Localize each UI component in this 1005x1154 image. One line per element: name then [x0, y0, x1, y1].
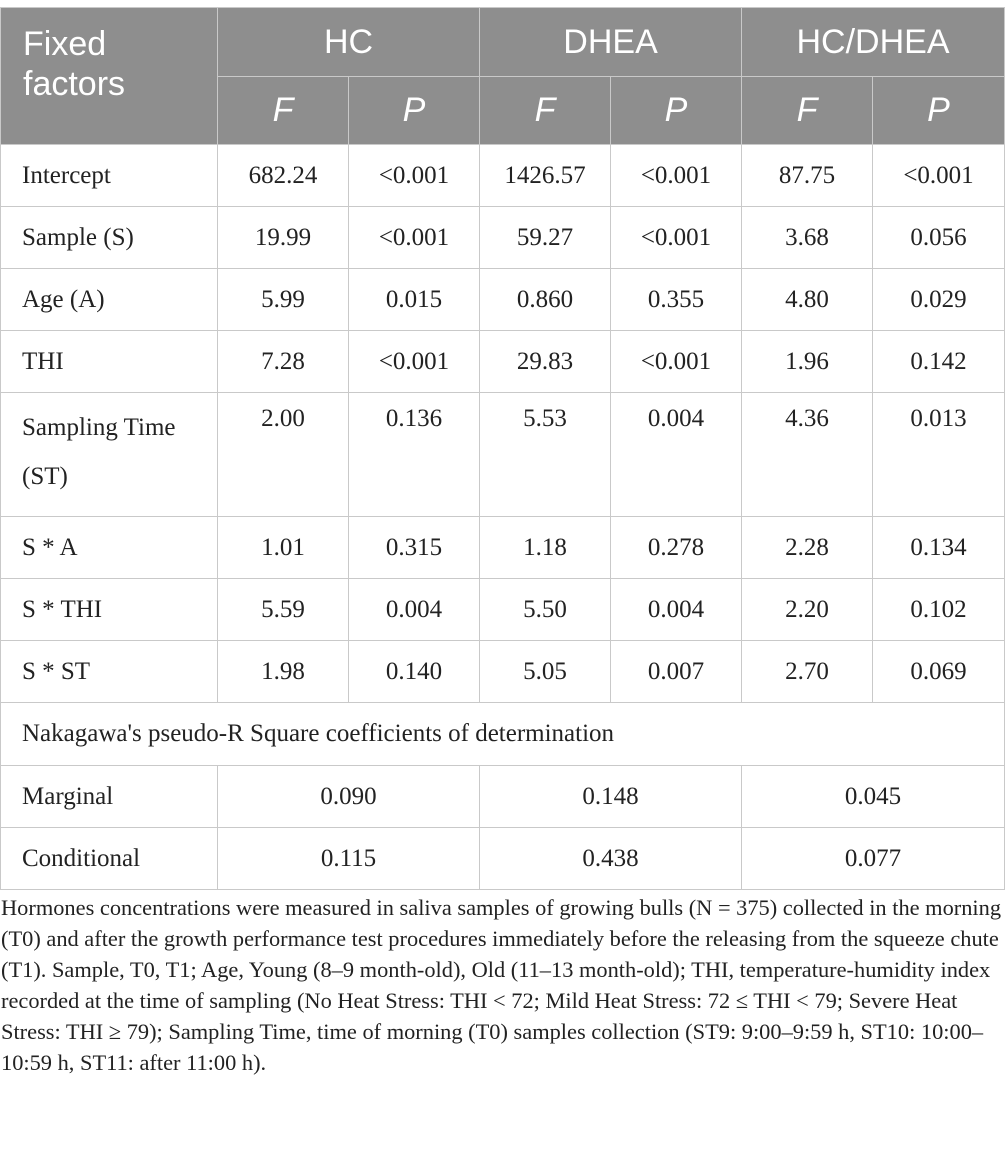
row-label: Intercept [1, 145, 218, 207]
row-label: Sampling Time (ST) [1, 393, 218, 517]
table-cell: 0.077 [742, 828, 1005, 890]
table-cell: 2.28 [742, 517, 873, 579]
table-row [1, 766, 1005, 828]
section-row [1, 703, 1005, 766]
table-cell: 1.98 [218, 641, 349, 703]
table-cell: 0.056 [873, 207, 1005, 269]
table-cell: 5.50 [480, 579, 611, 641]
table-cell: <0.001 [873, 145, 1005, 207]
table-cell: 0.140 [349, 641, 480, 703]
table-cell: 0.134 [873, 517, 1005, 579]
table-cell: 87.75 [742, 145, 873, 207]
table-cell: 0.438 [480, 828, 742, 890]
table-cell: 5.59 [218, 579, 349, 641]
table-cell: 0.860 [480, 269, 611, 331]
table-row [1, 207, 1005, 269]
table-cell: 0.045 [742, 766, 1005, 828]
table-cell: 0.142 [873, 331, 1005, 393]
table-cell: 2.20 [742, 579, 873, 641]
f-header: F [742, 77, 873, 145]
table-cell: 0.015 [349, 269, 480, 331]
table-cell: 0.004 [349, 579, 480, 641]
table-cell: 29.83 [480, 331, 611, 393]
table-cell: 2.00 [218, 393, 349, 517]
p-header: P [611, 77, 742, 145]
section-title: Nakagawa's pseudo-R Square coefficients of determination [1, 703, 1005, 766]
table-cell: 19.99 [218, 207, 349, 269]
table-cell: 0.069 [873, 641, 1005, 703]
row-label: Marginal [1, 766, 218, 828]
table-cell: 0.013 [873, 393, 1005, 517]
table-cell: 0.136 [349, 393, 480, 517]
f-header: F [218, 77, 349, 145]
table-cell: 0.090 [218, 766, 480, 828]
table-cell: 4.36 [742, 393, 873, 517]
row-label: S * THI [1, 579, 218, 641]
table-body [1, 145, 1005, 890]
table-cell: 2.70 [742, 641, 873, 703]
table-row [1, 517, 1005, 579]
table-cell: 59.27 [480, 207, 611, 269]
table-row [1, 828, 1005, 890]
table-header [1, 8, 1005, 145]
row-label: THI [1, 331, 218, 393]
table-row [1, 579, 1005, 641]
table-row [1, 393, 1005, 517]
table-cell: 0.004 [611, 393, 742, 517]
table-cell: 1.18 [480, 517, 611, 579]
table-cell: <0.001 [349, 331, 480, 393]
table-cell: 0.148 [480, 766, 742, 828]
table-footnote: Hormones concentrations were measured in saliva samples of growing bulls (N = 375) collected in the morning (T0) and after the growth performance test procedures immediately before the releasing from the squeeze chute (T1). Sample, T0, T1; Age, Young (8–9 month-old), Old (11–13 month-old); THI, temperature-humidity index recorded at the time of sampling (No Heat Stress: THI < 72; Mild Heat Stress: 72 ≤ THI < 79; Severe Heat Stress: THI ≥ 79); Sampling Time, time of morning (T0) samples collection (ST9: 9:00–9:59 h, ST10: 10:00–10:59 h, ST11: after 11:00 h). [1, 895, 1002, 1075]
f-header: F [480, 77, 611, 145]
group-header-hc: HC [218, 8, 480, 77]
p-header: P [349, 77, 480, 145]
table-cell: 0.355 [611, 269, 742, 331]
table-cell: 0.029 [873, 269, 1005, 331]
row-label: Conditional [1, 828, 218, 890]
table-cell: 5.05 [480, 641, 611, 703]
table-cell: 0.004 [611, 579, 742, 641]
table-cell: <0.001 [611, 207, 742, 269]
group-header-dhea: DHEA [480, 8, 742, 77]
table-cell: 0.007 [611, 641, 742, 703]
table-cell: 1426.57 [480, 145, 611, 207]
table-row [1, 331, 1005, 393]
table-cell: 0.115 [218, 828, 480, 890]
table-cell: 4.80 [742, 269, 873, 331]
table-cell: 5.99 [218, 269, 349, 331]
table-cell: 0.278 [611, 517, 742, 579]
group-header-hc-dhea: HC/DHEA [742, 8, 1005, 77]
table-cell: <0.001 [349, 207, 480, 269]
table-cell: 0.102 [873, 579, 1005, 641]
table-cell: <0.001 [611, 331, 742, 393]
p-header: P [873, 77, 1005, 145]
table-cell: 7.28 [218, 331, 349, 393]
table-cell: 1.96 [742, 331, 873, 393]
table-row [1, 641, 1005, 703]
table-cell: <0.001 [611, 145, 742, 207]
table-cell: 1.01 [218, 517, 349, 579]
results-table [0, 7, 1005, 890]
table-cell: 682.24 [218, 145, 349, 207]
row-label: S * ST [1, 641, 218, 703]
fixed-factors-header: Fixed factors [1, 8, 218, 145]
table-row [1, 269, 1005, 331]
row-label: S * A [1, 517, 218, 579]
row-label: Sample (S) [1, 207, 218, 269]
table-cell: <0.001 [349, 145, 480, 207]
row-label: Age (A) [1, 269, 218, 331]
table-row [1, 145, 1005, 207]
table-cell: 5.53 [480, 393, 611, 517]
table-cell: 3.68 [742, 207, 873, 269]
table-cell: 0.315 [349, 517, 480, 579]
